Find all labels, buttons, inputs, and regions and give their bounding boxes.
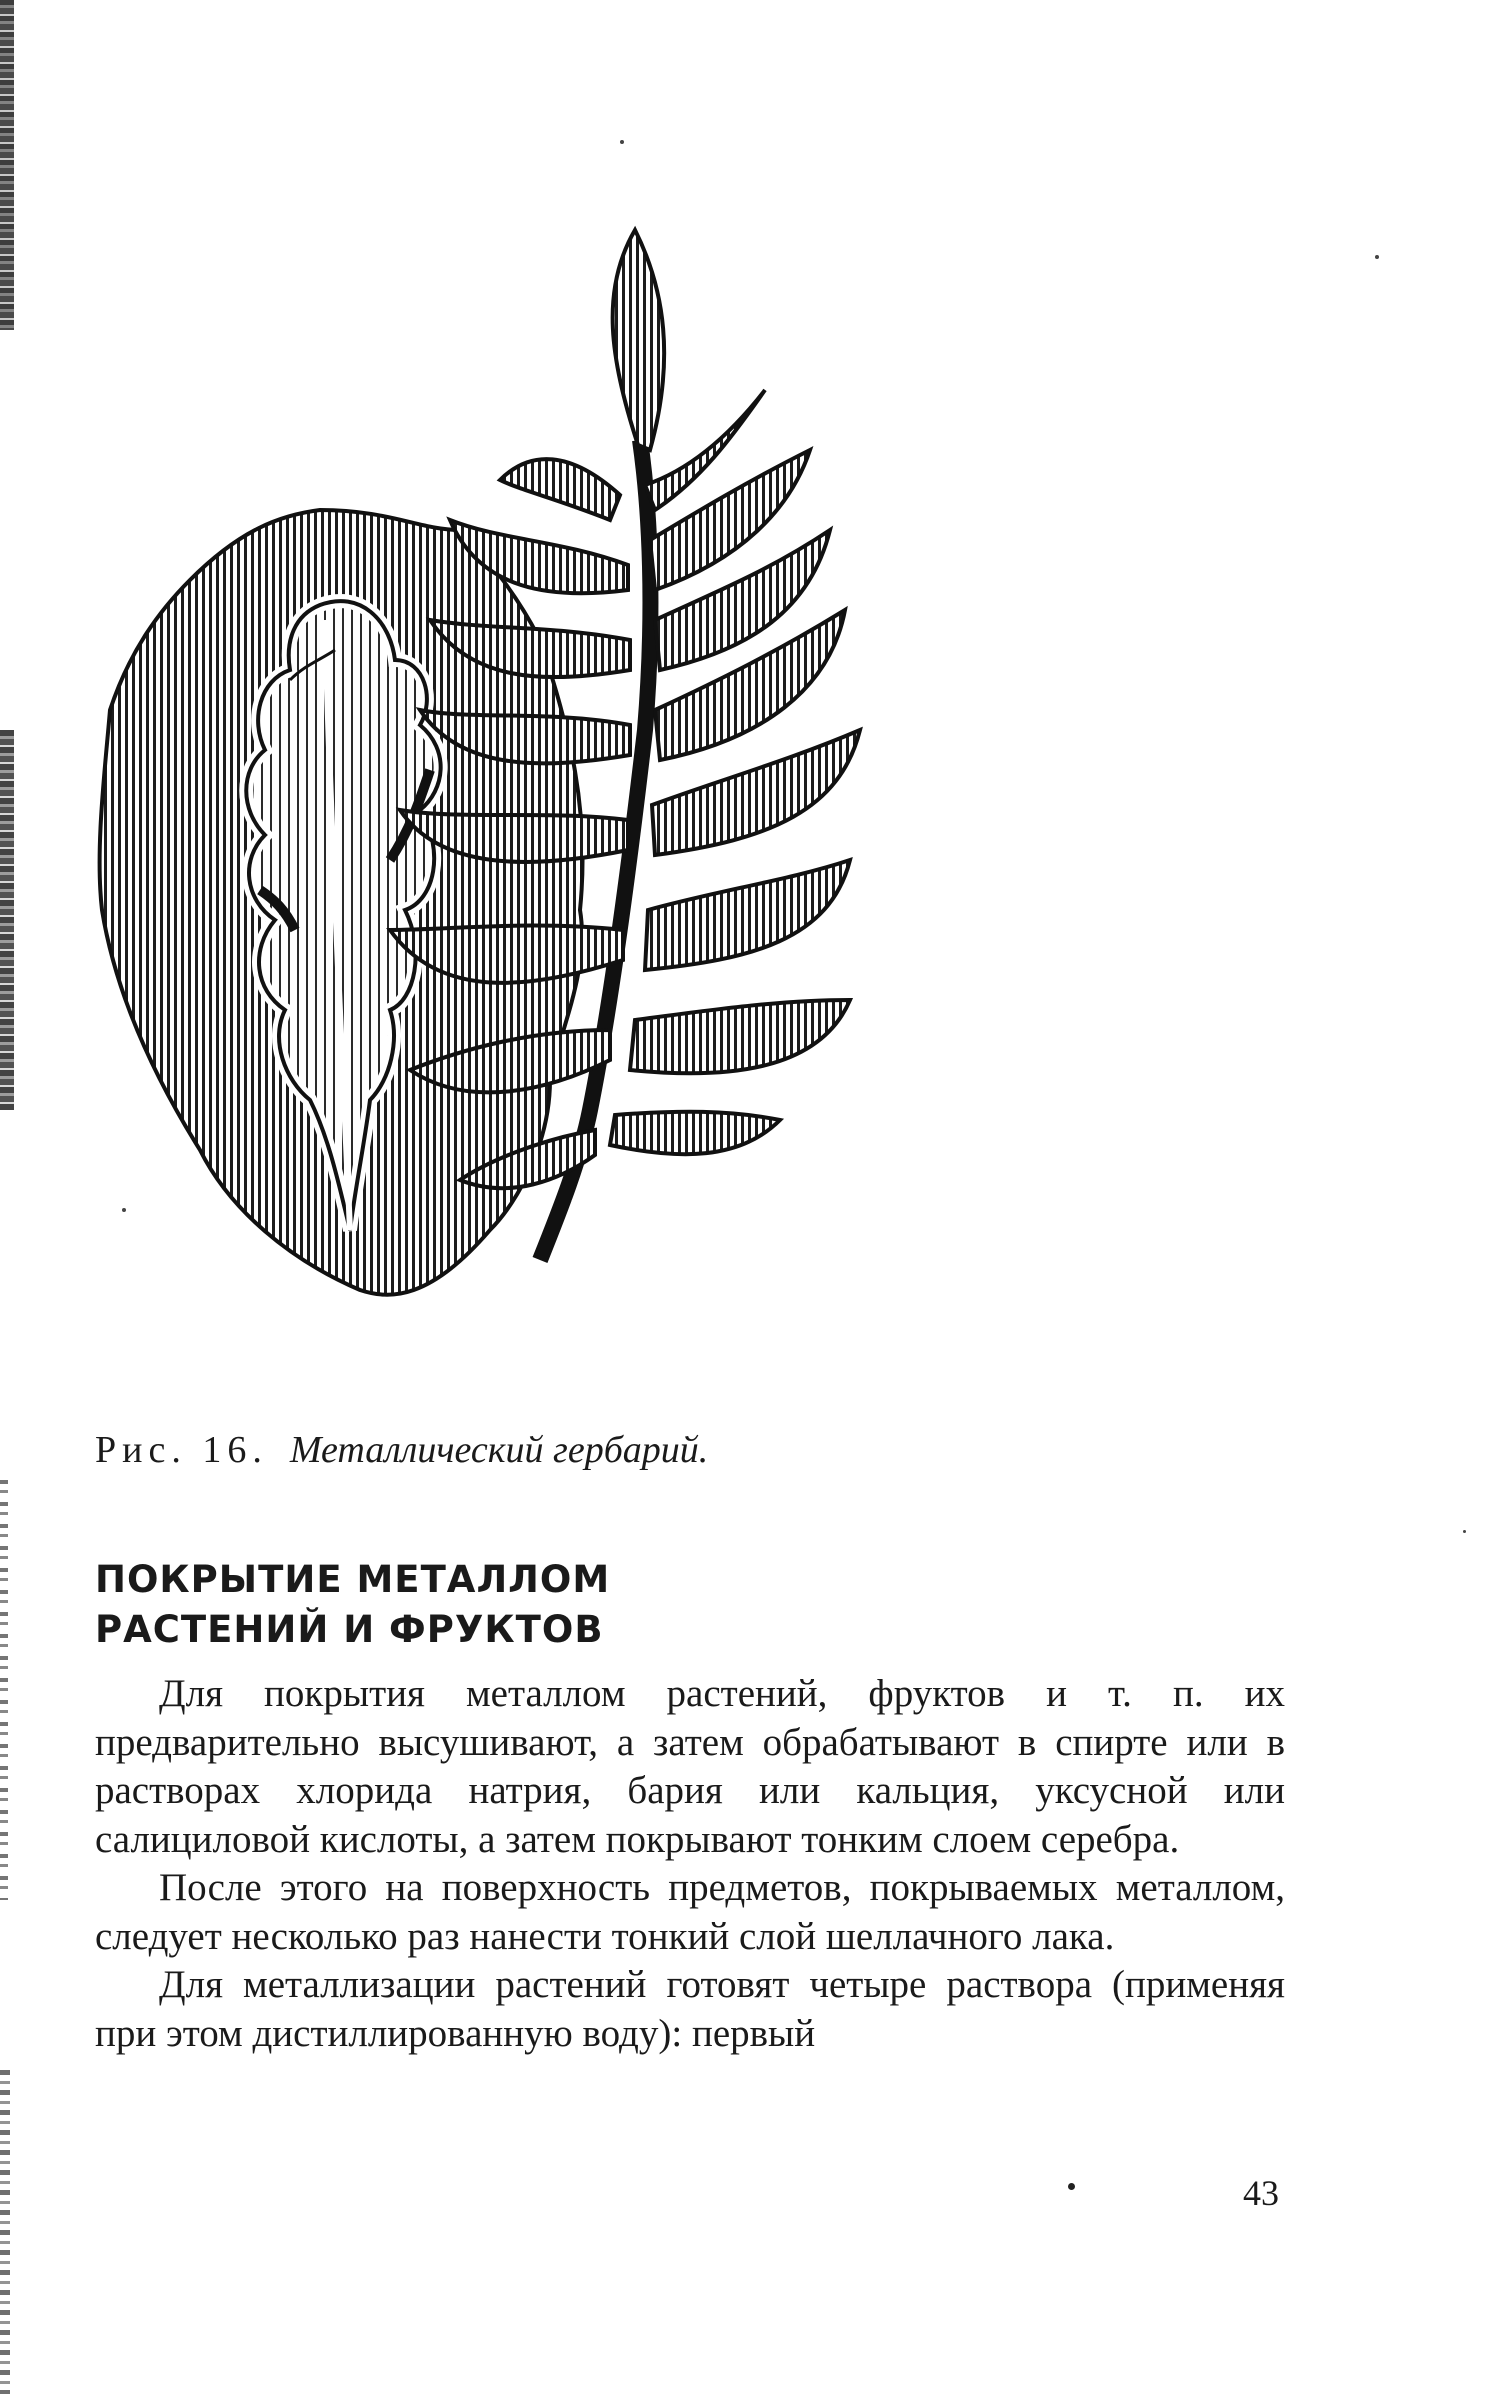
page-number: 43 — [1243, 2173, 1279, 2213]
scan-edge-bottom — [0, 2070, 10, 2394]
figure-caption-text: Металлический гербарий. — [289, 1429, 709, 1471]
dust-speck — [1375, 255, 1379, 259]
figure-label: Рис. 16. — [95, 1429, 268, 1471]
dust-speck — [620, 140, 624, 144]
herbarium-illustration — [90, 210, 1280, 1430]
section-heading — [95, 1555, 895, 1655]
paragraph-1: Для покрытия металлом растений, фруктов и т. п. их предварительно высушивают, а затем обрабатывают в спирте или в растворах хлорида натрия, бария или кальция, уксусной или салициловой кислоты, а затем покрывают тонким слоем серебра. — [95, 1672, 1285, 1861]
heading-line-1: ПОКРЫТИЕ МЕТАЛЛОМ — [95, 1558, 611, 1601]
paragraph-3: Для металлизации растений готовят четыре раствора (применяя при этом дистиллированную воду): первый — [95, 1963, 1285, 2055]
bullet-dot — [1068, 2183, 1075, 2190]
figure-caption — [95, 1428, 708, 1472]
body-text — [95, 1670, 1285, 2058]
paragraph-2: После этого на поверхность предметов, покрываемых металлом, следует несколько раз нанести тонкий слой шеллачного лака. — [95, 1866, 1285, 1958]
scan-edge-top — [0, 0, 14, 330]
scan-edge-middle — [0, 730, 14, 1110]
dust-speck — [1463, 1530, 1466, 1533]
scan-edge-lower — [0, 1480, 8, 1900]
heading-line-2: РАСТЕНИЙ И ФРУКТОВ — [95, 1608, 604, 1651]
